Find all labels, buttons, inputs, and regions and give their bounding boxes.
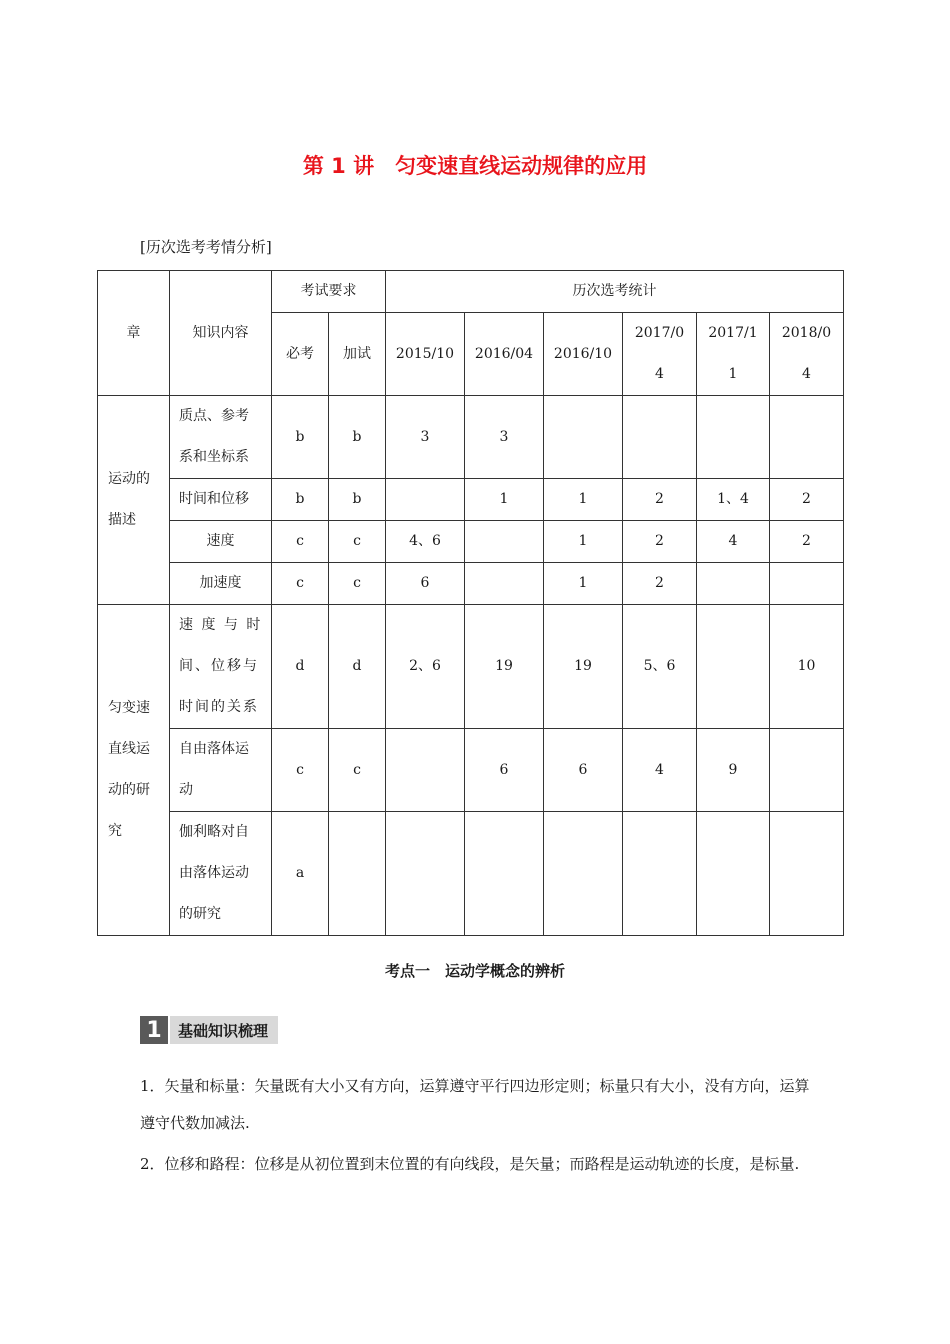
val-cell xyxy=(623,396,697,479)
req-cell: b xyxy=(272,479,329,521)
val-cell xyxy=(465,563,544,605)
chapter-cell: 运动的 描述 xyxy=(98,396,170,605)
header-content: 知识内容 xyxy=(170,271,272,396)
table-row xyxy=(98,479,844,521)
header-date: 2017/0 4 xyxy=(623,313,697,396)
val-cell: 4、6 xyxy=(386,521,465,563)
page-title: 第 1 讲 匀变速直线运动规律的应用 xyxy=(302,154,648,178)
extra-cell: b xyxy=(329,479,386,521)
header-required: 必考 xyxy=(272,313,329,396)
val-cell xyxy=(465,812,544,936)
content-cell: 速度 xyxy=(170,521,272,563)
table-row xyxy=(98,812,844,936)
val-cell xyxy=(697,563,770,605)
header-date: 2018/0 4 xyxy=(770,313,844,396)
val-cell: 6 xyxy=(386,563,465,605)
val-cell xyxy=(770,729,844,812)
table-row xyxy=(98,563,844,605)
req-cell: c xyxy=(272,521,329,563)
val-cell: 2 xyxy=(770,521,844,563)
extra-cell: d xyxy=(329,605,386,729)
content-cell: 自由落体运 动 xyxy=(170,729,272,812)
section-title: 考点一 运动学概念的辨析 xyxy=(384,962,565,980)
val-cell: 4 xyxy=(697,521,770,563)
val-cell xyxy=(465,521,544,563)
content-cell: 伽利略对自 由落体运动 的研究 xyxy=(170,812,272,936)
val-cell: 10 xyxy=(770,605,844,729)
table-row xyxy=(98,729,844,812)
header-date: 2015/10 xyxy=(386,313,465,396)
val-cell: 4 xyxy=(623,729,697,812)
header-stats: 历次选考统计 xyxy=(386,271,844,313)
val-cell xyxy=(770,563,844,605)
val-cell: 2 xyxy=(623,479,697,521)
badge-label: 基础知识梳理 xyxy=(170,1016,278,1044)
req-cell: c xyxy=(272,729,329,812)
extra-cell: b xyxy=(329,396,386,479)
val-cell: 2、6 xyxy=(386,605,465,729)
paragraph: 2．位移和路程：位移是从初位置到末位置的有向线段，是矢量；而路程是运动轨迹的长度，是标量. xyxy=(140,1155,800,1173)
req-cell: b xyxy=(272,396,329,479)
val-cell xyxy=(386,812,465,936)
val-cell: 2 xyxy=(623,521,697,563)
val-cell: 1、4 xyxy=(697,479,770,521)
extra-cell: c xyxy=(329,563,386,605)
section-badge xyxy=(140,1016,278,1044)
val-cell xyxy=(386,729,465,812)
val-cell: 19 xyxy=(465,605,544,729)
header-date: 2016/04 xyxy=(465,313,544,396)
val-cell: 5、6 xyxy=(623,605,697,729)
val-cell: 1 xyxy=(544,479,623,521)
header-requirement: 考试要求 xyxy=(272,271,386,313)
val-cell xyxy=(544,812,623,936)
content-cell: 加速度 xyxy=(170,563,272,605)
paragraph: 1．矢量和标量：矢量既有大小又有方向，运算遵守平行四边形定则；标量只有大小，没有方向，运算遵守代数加减法. xyxy=(140,1077,810,1132)
extra-cell: c xyxy=(329,729,386,812)
val-cell: 1 xyxy=(544,563,623,605)
val-cell xyxy=(623,812,697,936)
req-cell: d xyxy=(272,605,329,729)
exam-analysis-table xyxy=(97,270,844,936)
extra-cell xyxy=(329,812,386,936)
val-cell: 3 xyxy=(386,396,465,479)
header-date: 2017/1 1 xyxy=(697,313,770,396)
content-cell: 质点、参考 系和坐标系 xyxy=(170,396,272,479)
content-cell: 速 度 与 时 间、位移与 时间的关系 xyxy=(170,605,272,729)
header-chapter: 章 xyxy=(98,271,170,396)
table-row xyxy=(98,605,844,729)
val-cell: 2 xyxy=(770,479,844,521)
val-cell: 2 xyxy=(623,563,697,605)
chapter-cell: 匀变速 直线运 动的研 究 xyxy=(98,605,170,936)
val-cell: 3 xyxy=(465,396,544,479)
table-row xyxy=(98,396,844,479)
val-cell xyxy=(697,812,770,936)
req-cell: c xyxy=(272,563,329,605)
req-cell: a xyxy=(272,812,329,936)
extra-cell: c xyxy=(329,521,386,563)
val-cell: 1 xyxy=(544,521,623,563)
val-cell: 6 xyxy=(465,729,544,812)
header-date: 2016/10 xyxy=(544,313,623,396)
val-cell: 6 xyxy=(544,729,623,812)
badge-number: 1 xyxy=(140,1016,168,1044)
val-cell xyxy=(770,396,844,479)
val-cell: 1 xyxy=(465,479,544,521)
val-cell: 19 xyxy=(544,605,623,729)
val-cell xyxy=(386,479,465,521)
header-extra: 加试 xyxy=(329,313,386,396)
table-row xyxy=(98,521,844,563)
content-cell: 时间和位移 xyxy=(170,479,272,521)
val-cell xyxy=(697,396,770,479)
val-cell xyxy=(697,605,770,729)
analysis-heading: [历次选考考情分析] xyxy=(140,238,272,256)
val-cell: 9 xyxy=(697,729,770,812)
val-cell xyxy=(770,812,844,936)
val-cell xyxy=(544,396,623,479)
